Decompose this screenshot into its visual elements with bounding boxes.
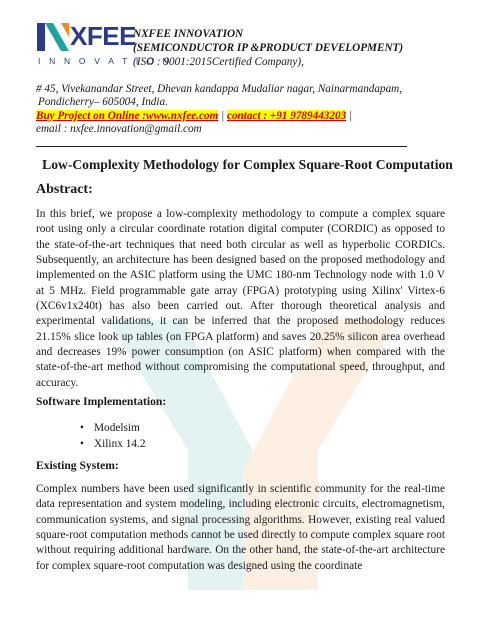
email-line: email : nxfee.innovation@gmail.com — [36, 123, 202, 136]
company-certification: (ISO : 9001:2015Certified Company), — [133, 56, 304, 68]
existing-system-heading: Existing System: — [36, 459, 119, 472]
contact-phone-link[interactable]: contact : +91 9789443203 — [227, 109, 347, 122]
list-item: • Xilinx 14.2 — [80, 436, 145, 452]
address-block — [36, 83, 466, 137]
existing-system-paragraph: Complex numbers have been used significantly in scientific community for the real-time data representation and system modeling, including electronic circuits, electromagnetism, communication systems, and signal processing algorithms. However, existing real valued square-root computation methods cannot be used directly to compute complex square root without requiring additional hardware. On the other hand, the state-of-the-art architecture for complex square-root computation was designed using the coordinate — [36, 483, 445, 572]
list-item: • Modelsim — [80, 420, 145, 436]
separator: | — [346, 109, 353, 122]
company-block — [133, 27, 403, 69]
company-name: NXFEE INNOVATION — [133, 28, 244, 40]
logo-n-mark-icon — [36, 21, 70, 53]
nxfee-logo — [36, 18, 172, 68]
buy-online-label: Buy Project on Online : — [36, 109, 147, 122]
header-divider — [36, 146, 407, 147]
logo-wordmark: XFEE — [70, 21, 136, 51]
logo-subtitle: I N N O V A T I O N — [38, 56, 172, 66]
abstract-heading: Abstract: — [36, 182, 93, 197]
company-tagline: (SEMICONDUCTOR IP &PRODUCT DEVELOPMENT) — [133, 42, 404, 54]
software-heading: Software Implementation: — [36, 395, 167, 408]
software-list — [80, 420, 145, 452]
abstract-paragraph: In this brief, we propose a low-complexity methodology to compute a complex square root using only a circular coordinate rotation digital computer (CORDIC) as opposed to the state-of-the-art techniques that need both circular as well as hyperbolic CORDICs. Subsequently, an architecture has been designed based on the proposed methodology and implemented on the ASIC platform using the UMC 180-nm Technology node with 1.0 V at 5 MHz. Field programmable gate array (FPGA) prototyping using Xilinx' Virtex-6 (XC6v1x240t) has also been carried out. After thorough theoretical analysis and experimental validations, it can be inferred that the proposed methodology reduces 21.15% slice look up tables (on FPGA platform) and saves 20.25% silicon area overhead and decreases 19% power consumption (on ASIC platform) when compared with the state-of-the-art method without compromising the computational speed, throughput, and accuracy. — [36, 208, 445, 389]
document-title: Low-Complexity Methodology for Complex Square-Root Computation — [42, 157, 453, 172]
contact-line — [36, 110, 466, 123]
address-line-2: Pondicherry– 605004, India. — [38, 96, 168, 109]
separator: | — [218, 109, 227, 122]
website-link[interactable]: www.nxfee.com — [146, 109, 219, 122]
address-line-1: # 45, Vivekanandar Street, Dhevan kandappa Mudaliar nagar, Nainarmandapam, — [36, 83, 403, 95]
